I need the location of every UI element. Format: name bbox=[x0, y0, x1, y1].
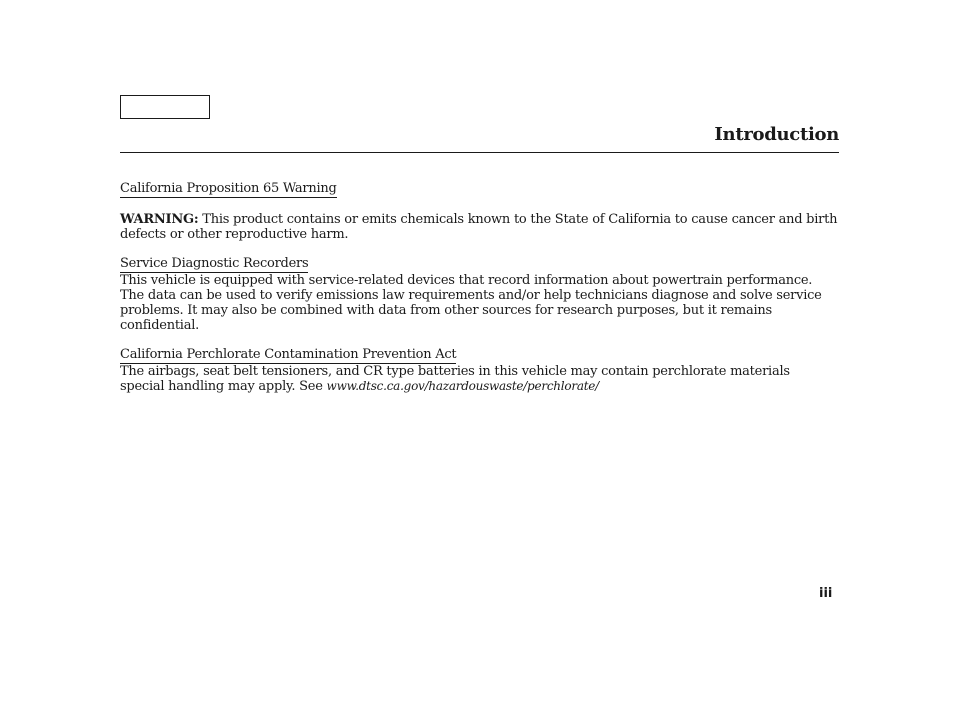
section-heading-perchlorate: California Perchlorate Contamination Prevention Act bbox=[120, 347, 457, 362]
section-tab-box bbox=[120, 95, 210, 119]
page-number: iii bbox=[819, 586, 833, 601]
perchlorate-text-a: The airbags, seat belt tensioners, and CR type batteries in this vehicle may contain perchlorate materials bbox=[120, 364, 790, 379]
section-perchlorate bbox=[120, 347, 840, 394]
warning-paragraph bbox=[120, 212, 840, 242]
header-divider bbox=[120, 152, 839, 153]
section-diagnostic-recorders bbox=[120, 256, 840, 333]
warning-text: This product contains or emits chemicals known to the State of California to cause cancer and birth defects or other reproductive harm. bbox=[120, 212, 838, 242]
document-body bbox=[120, 181, 840, 394]
warning-label: WARNING: bbox=[120, 212, 199, 227]
section-heading-prop65: California Proposition 65 Warning bbox=[120, 181, 337, 196]
perchlorate-text-b: special handling may apply. See bbox=[120, 379, 327, 394]
section-prop65 bbox=[120, 181, 840, 242]
recorders-paragraph: This vehicle is equipped with service-related devices that record information about powertrain performance. The data can be used to verify emissions law requirements and/or help technicians diagnose and solve service problems. It may also be combined with data from other sources for research purposes, but it remains confidential. bbox=[120, 273, 822, 333]
perchlorate-url[interactable]: www.dtsc.ca.gov/hazardouswaste/perchlorate/ bbox=[326, 379, 599, 393]
page-title: Introduction bbox=[714, 124, 839, 145]
perchlorate-paragraph bbox=[120, 364, 840, 394]
section-heading-recorders: Service Diagnostic Recorders bbox=[120, 256, 309, 271]
